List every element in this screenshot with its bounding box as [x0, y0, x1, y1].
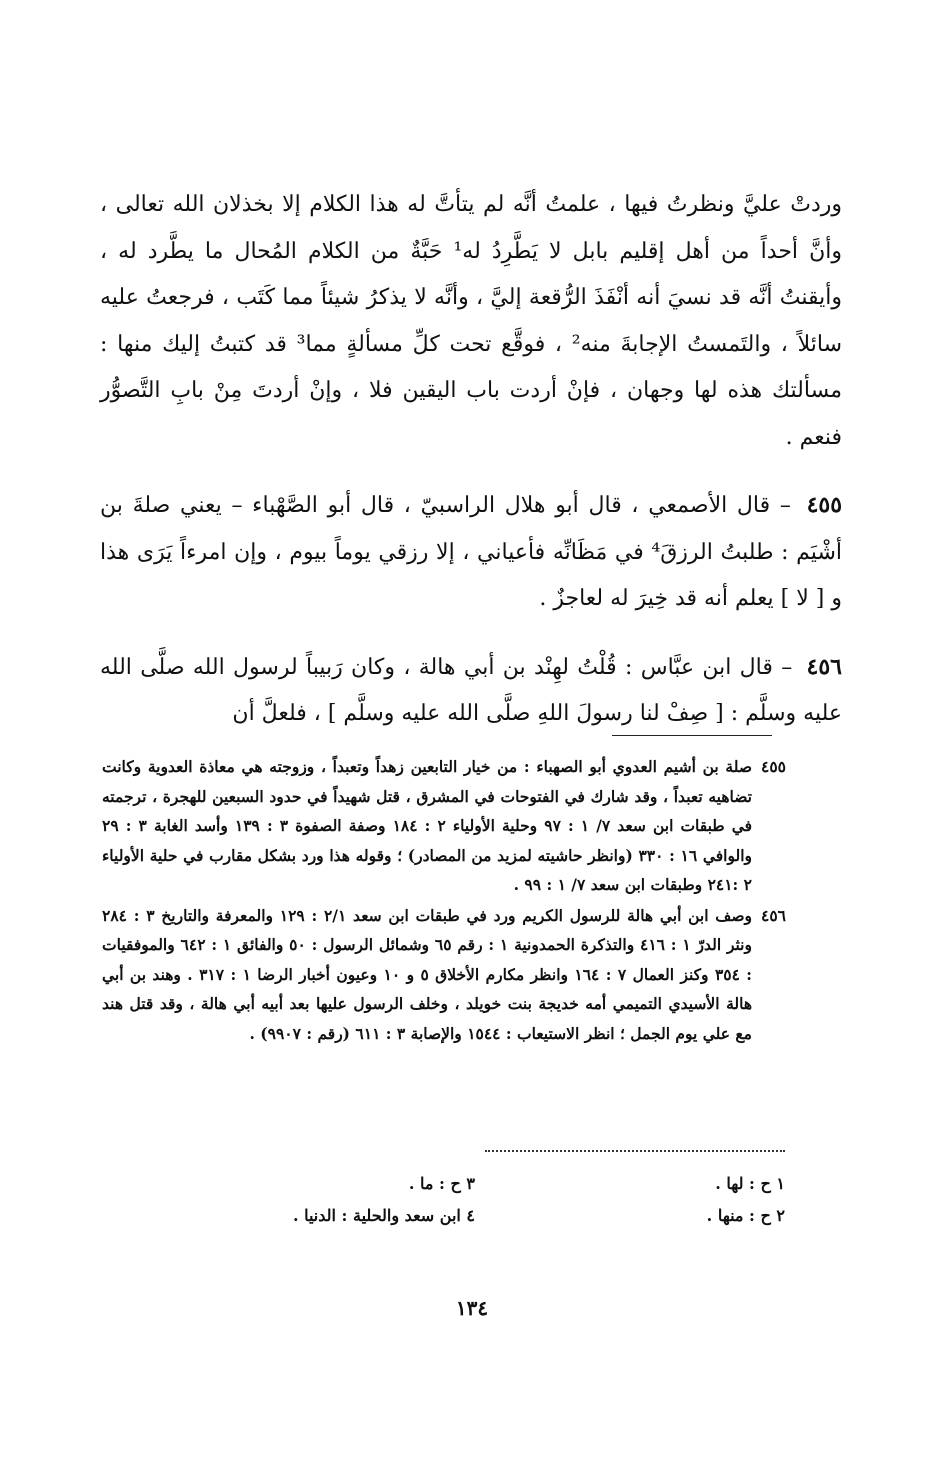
variant-row: [255, 1200, 785, 1232]
paragraph-455: [100, 482, 842, 623]
footnotes: [102, 752, 786, 1049]
paragraph-text: – قال ابن عبَّاس : قُلْتُ لهِنْد بن أبي هالة ، وكان رَبيباً لرسول الله صلَّى الله عليه وسلَّم : [ صِفْ لنا رسولَ اللهِ صلَّى الله عليه وسلَّم ] ، فلعلَّ أن: [100, 654, 842, 726]
footnote-separator: [612, 735, 772, 736]
paragraph-continuation: وردتْ عليَّ ونظرتُ فيها ، علمتُ أنَّه لم يتأتَّ له هذا الكلام إلا بخذلان الله تعالى ، وأنَّ أحداً من أهل إقليم بابل لا يَطَّرِدُ له¹ حَبَّةٌ من الكلام المُحال ما يطَّرد له ، وأيقنتُ أنَّه قد نسيَ أنه أنْفَذَ الرُّقعة إليَّ ، وأنَّه لا يذكرُ شيئاً مما كَتَب ، فرجعتُ عليه سائلاً ، والتَمستُ الإجابةَ منه² ، فوقَّع تحت كلِّ مسألةٍ مما³ قد كتبتُ إليك منها : مسألتك هذه لها وجهان ، فإنْ أردت باب اليقين فلا ، وإنْ أردتَ مِنْ بابِ التَّصوُّر فنعم .: [100, 192, 842, 450]
footnote-455: [102, 752, 786, 900]
paragraph-456: [100, 644, 842, 738]
footnote-number: ٤٥٥: [761, 757, 786, 776]
page-number: ١٣٤: [455, 1296, 489, 1320]
footnote-text: وصف ابن أبي هالة للرسول الكريم ورد في طبقات ابن سعد ٢/١ : ١٢٩ والمعرفة والتاريخ ٣ : ٢٨٤ ونثر الدرّ ١ : ٤١٦ والتذكرة الحمدونية ١ : رقم ٦٥ وشمائل الرسول : ٥٠ والفائق ١ : ٦٤٢ والموفقيات : ٣٥٤ وكنز العمال ٧ : ١٦٤ وانظر مكارم الأخلاق ٥ و ١٠ وعيون أخبار الرضا ١ : ٣١٧ . وهند بن أبي هالة الأسيدي التميمي أمه خديجة بنت خويلد ، وخلف الرسول عليها بعد أبيه أبي هالة ، وقد قتل هند مع علي يوم الجمل ؛ انظر الاستيعاب : ١٥٤٤ والإصابة ٣ : ٦١١ (رقم : ٩٩٠٧) .: [102, 905, 753, 1043]
variant-3: ٣ ح : ما .: [408, 1174, 475, 1193]
entry-number: ٤٥٥: [806, 492, 843, 518]
footnote-456: [102, 901, 786, 1049]
variant-2: ٢ ح : منها .: [706, 1206, 785, 1225]
variants-separator: [485, 1150, 785, 1152]
variant-readings: [255, 1168, 785, 1232]
footnote-text: صلة بن أشيم العدوي أبو الصهباء : من خيار التابعين زهداً وتعبداً ، وزوجته هي معاذة العدوية وكانت تضاهيه تعبداً ، وقد شارك في الفتوحات في المشرق ، قتل شهيداً في حدود السبعين للهجرة ، ترجمته في طبقات ابن سعد ٧/ ١ : ٩٧ وحلية الأولياء ٢ : ١٨٤ وصفة الصفوة ٣ : ١٣٩ وأسد الغابة ٣ : ٢٩ والوافي ١٦ : ٣٣٠ (وانظر حاشيته لمزيد من المصادر) ؛ وقوله هذا ورد بشكل مقارب في حلية الأولياء ٢ :٢٤١ وطبقات ابن سعد ٧/ ١ : ٩٩ .: [102, 757, 753, 894]
entry-number: ٤٥٦: [806, 653, 842, 680]
variant-1: ١ ح : لها .: [715, 1174, 785, 1193]
variant-row: [255, 1168, 785, 1200]
variant-4: ٤ ابن سعد والحلية : الدنيا .: [292, 1206, 475, 1225]
paragraph-text: – قال الأصمعي ، قال أبو هلال الراسبيّ ، قال أبو الصَّهْباء – يعني صلةَ بن أشْيَم : طلبتُ الرزقَ⁴ في مَظَانِّه فأعياني ، إلا رزقي يوماً بيوم ، وإن امرءاً يَرَى هذا و [ لا ] يعلم أنه قد خِيرَ له لعاجزٌ .: [100, 493, 842, 611]
footnote-number: ٤٥٦: [761, 905, 786, 925]
main-text: [100, 182, 842, 738]
